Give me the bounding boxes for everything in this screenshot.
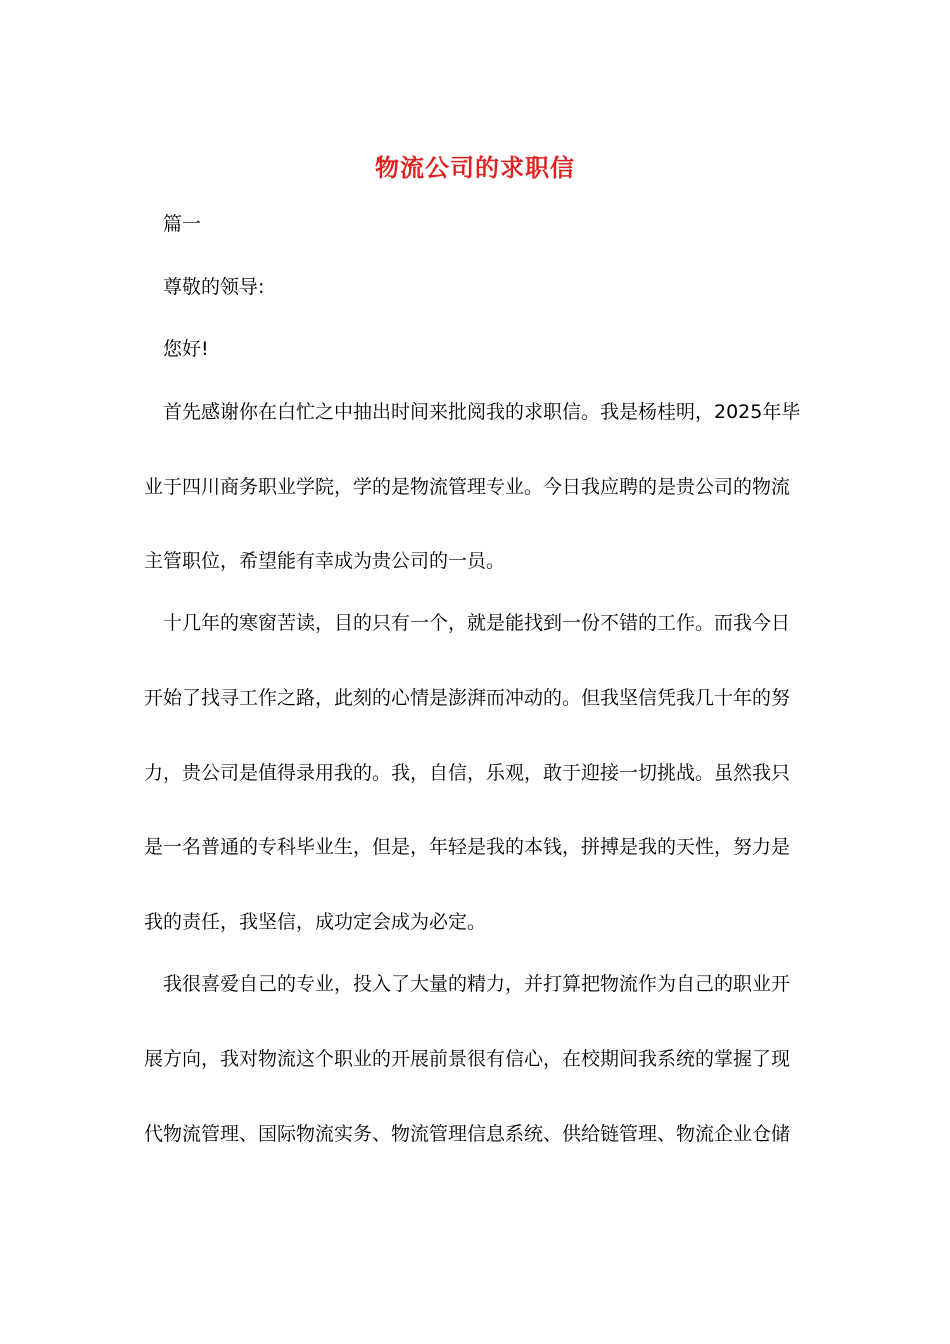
greeting: 您好!: [163, 338, 209, 360]
paragraph-3-line-3: 代物流管理、国际物流实务、物流管理信息系统、供给链管理、物流企业仓储: [144, 1123, 791, 1145]
paragraph-2-line-1: 十几年的寒窗苦读，目的只有一个，就是能找到一份不错的工作。而我今日: [163, 612, 791, 634]
paragraph-3-line-1: 我很喜爱自己的专业，投入了大量的精力，并打算把物流作为自己的职业开: [163, 973, 791, 995]
paragraph-2-line-2: 开始了找寻工作之路，此刻的心情是澎湃而冲动的。但我坚信凭我几十年的努: [144, 687, 791, 709]
paragraph-2-line-5: 我的责任，我坚信，成功定会成为必定。: [144, 911, 487, 933]
document-title: 物流公司的求职信: [375, 153, 575, 182]
paragraph-1-line-2: 业于四川商务职业学院，学的是物流管理专业。今日我应聘的是贵公司的物流: [144, 476, 791, 498]
paragraph-2-line-3: 力，贵公司是值得录用我的。我，自信，乐观，敢于迎接一切挑战。虽然我只: [144, 762, 791, 784]
salutation: 尊敬的领导:: [163, 276, 265, 298]
paragraph-1-line-1: 首先感谢你在白忙之中抽出时间来批阅我的求职信。我是杨桂明，2025年毕: [163, 401, 801, 423]
paragraph-2-line-4: 是一名普通的专科毕业生，但是，年轻是我的本钱，拼搏是我的天性，努力是: [144, 836, 791, 858]
paragraph-3-line-2: 展方向，我对物流这个职业的开展前景很有信心，在校期间我系统的掌握了现: [144, 1048, 791, 1070]
section-label: 篇一: [163, 213, 202, 235]
paragraph-1-line-3: 主管职位，希望能有幸成为贵公司的一员。: [144, 550, 506, 572]
